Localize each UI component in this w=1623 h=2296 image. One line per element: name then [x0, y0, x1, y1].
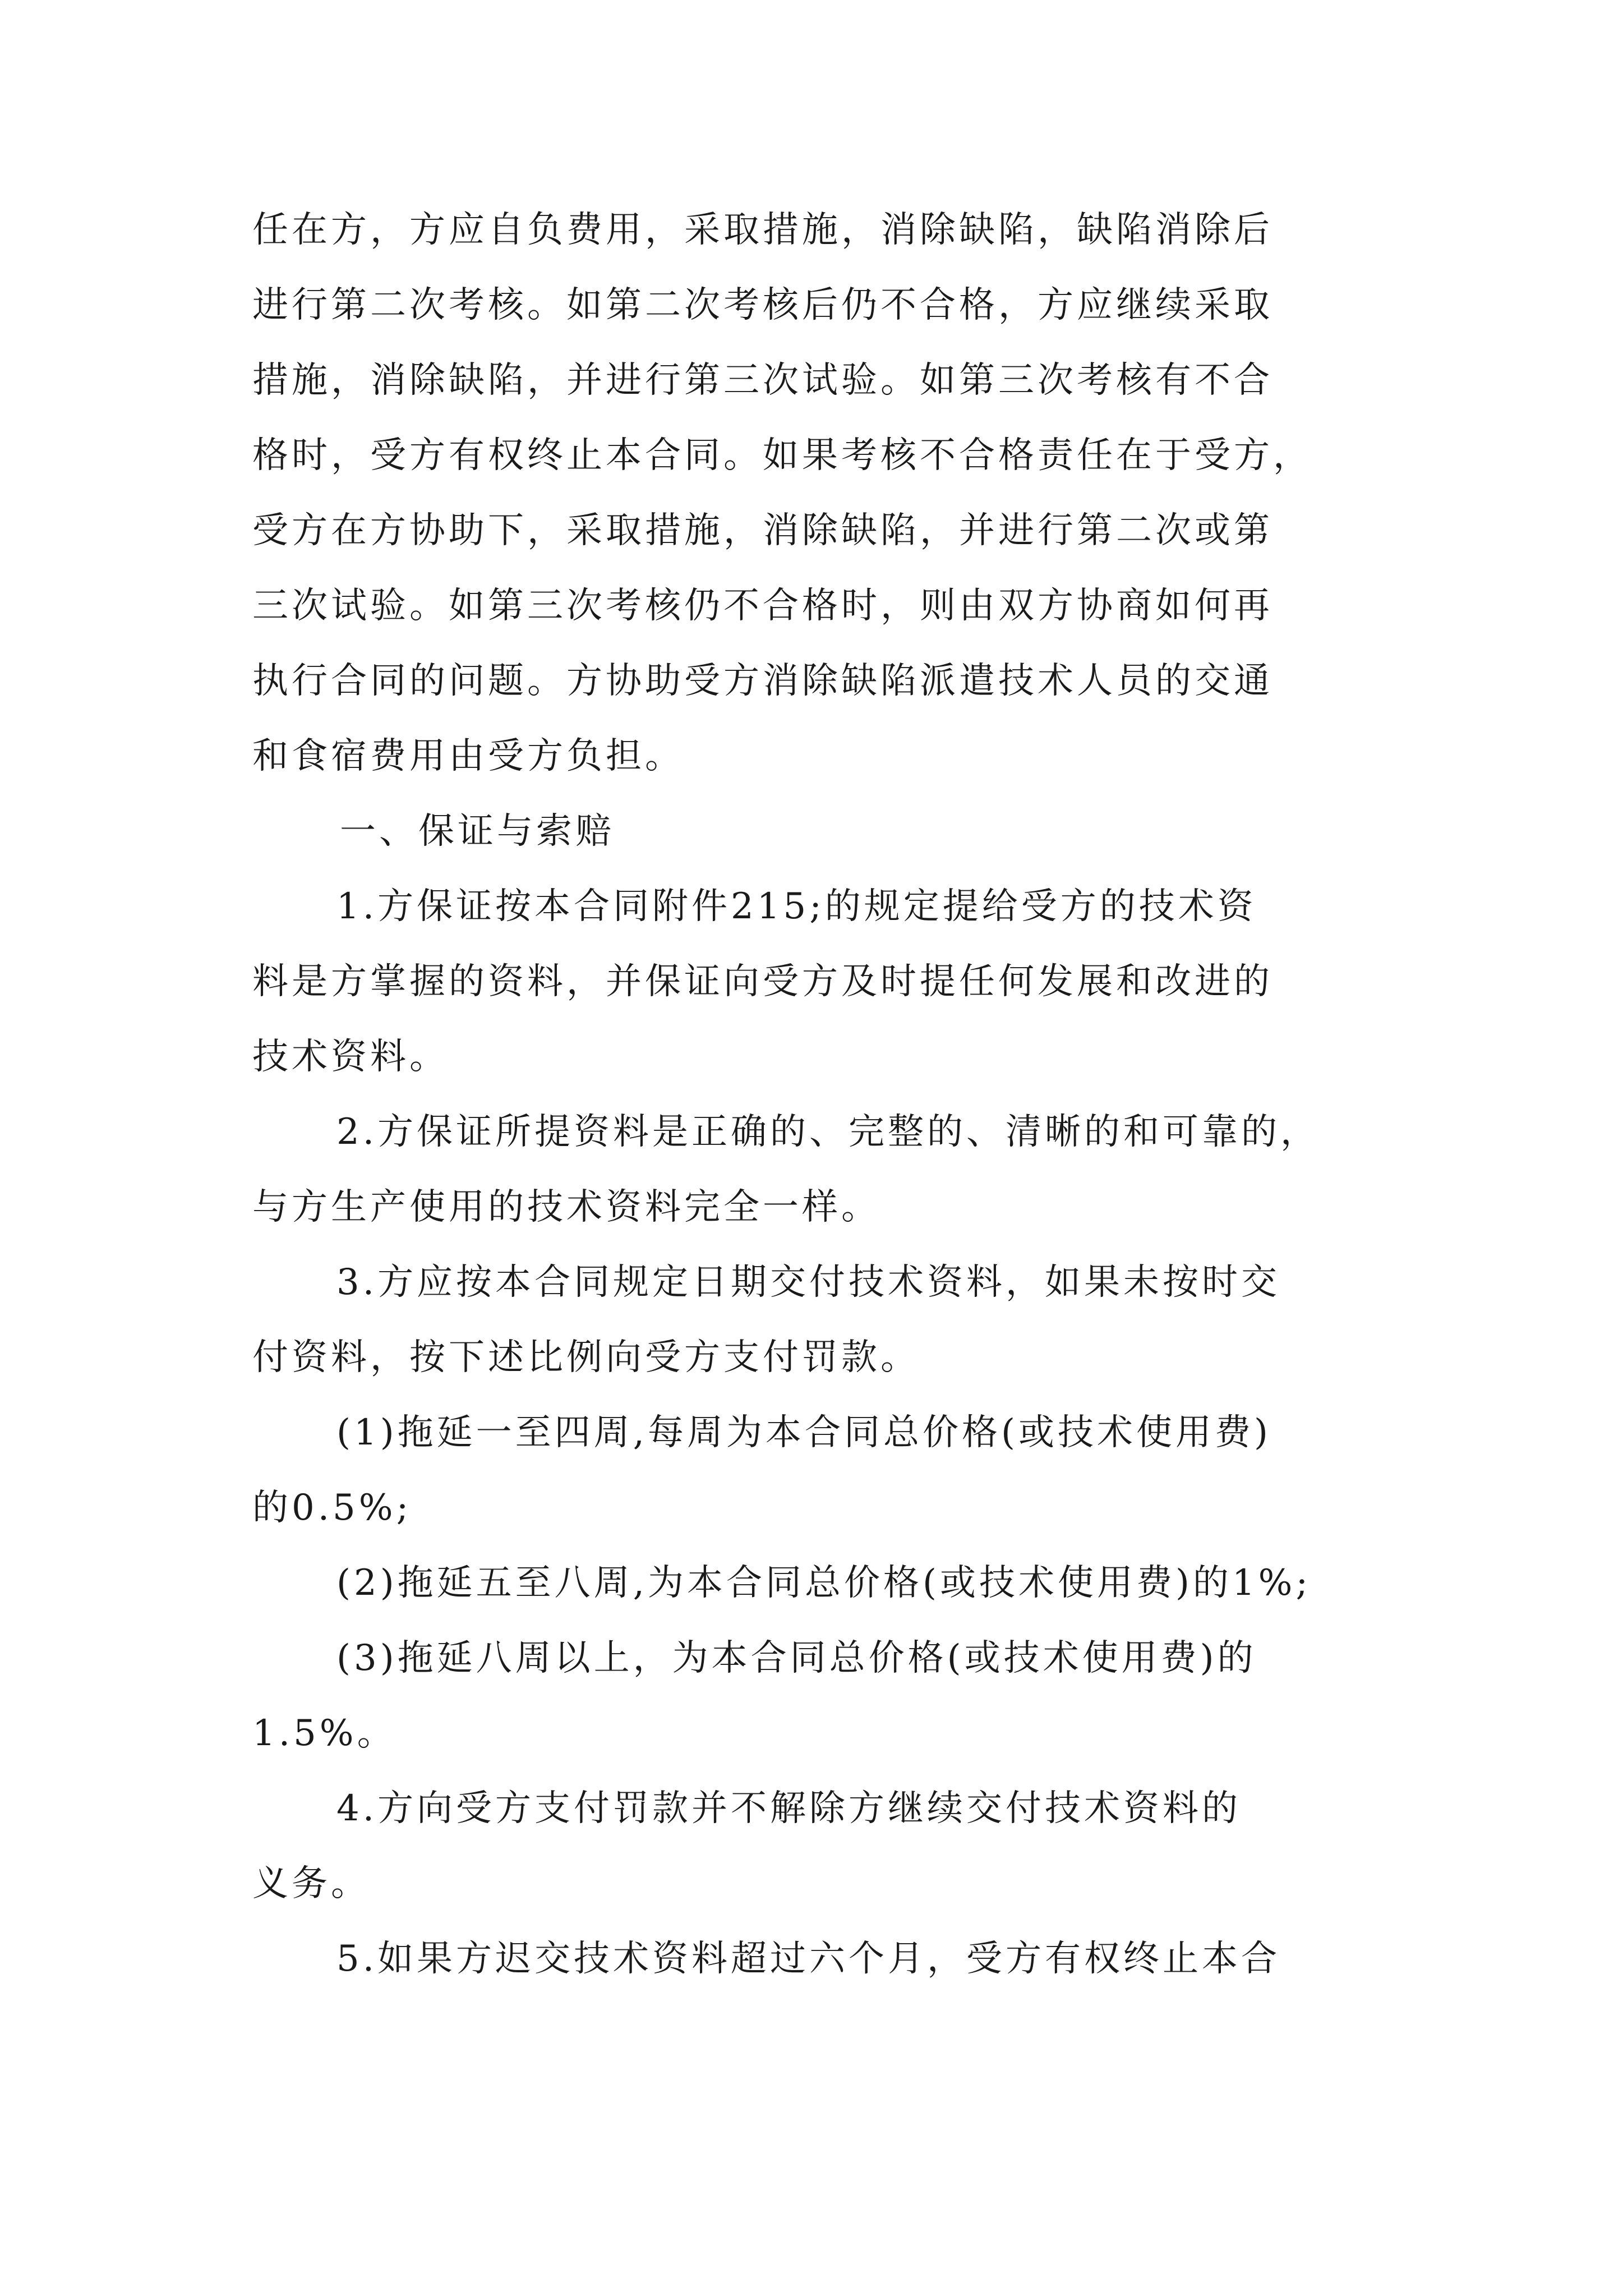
text-line: 技术资料。 — [252, 1036, 449, 1078]
text-line: 付资料，按下述比例向受方支付罚款。 — [252, 1337, 920, 1378]
text-line: 1.5%。 — [252, 1713, 396, 1754]
text-line: 格时，受方有权终止本合同。如果考核不合格责任在于受方， — [252, 435, 1312, 476]
text-line: 3.方应按本合同规定日期交付技术资料，如果未按时交 — [336, 1262, 1281, 1303]
text-line: 义务。 — [252, 1863, 370, 1904]
section-heading: 一、保证与索赔 — [340, 811, 615, 852]
text-line: 的0.5%; — [252, 1487, 412, 1529]
text-line: (1)拖延一至四周,每周为本合同总价格(或技术使用费) — [336, 1412, 1271, 1453]
text-line: 执行合同的问题。方协助受方消除缺陷派遣技术人员的交通 — [252, 660, 1273, 702]
text-line: 和食宿费用由受方负担。 — [252, 735, 684, 777]
text-line: 5.如果方迟交技术资料超过六个月，受方有权终止本合 — [336, 1938, 1281, 1980]
text-line: 进行第二次考核。如第二次考核后仍不合格，方应继续采取 — [252, 284, 1273, 326]
text-line: 三次试验。如第三次考核仍不合格时，则由双方协商如何再 — [252, 585, 1273, 627]
text-line: 与方生产使用的技术资料完全一样。 — [252, 1186, 880, 1228]
text-line: (3)拖延八周以上，为本合同总价格(或技术使用费)的 — [336, 1637, 1257, 1679]
text-line: 2.方保证所提资料是正确的、完整的、清晰的和可靠的， — [336, 1111, 1320, 1153]
text-line: 任在方，方应自负费用，采取措施，消除缺陷，缺陷消除后 — [252, 209, 1273, 251]
text-line: 受方在方协助下，采取措施，消除缺陷，并进行第二次或第 — [252, 510, 1273, 551]
text-line: 料是方掌握的资料，并保证向受方及时提任何发展和改进的 — [252, 961, 1273, 1002]
text-line: 1.方保证按本合同附件215;的规定提给受方的技术资 — [336, 886, 1257, 927]
text-line: (2)拖延五至八周,为本合同总价格(或技术使用费)的1%; — [336, 1562, 1312, 1604]
text-line: 措施，消除缺陷，并进行第三次试验。如第三次考核有不合 — [252, 360, 1273, 401]
text-line: 4.方向受方支付罚款并不解除方继续交付技术资料的 — [336, 1788, 1242, 1829]
